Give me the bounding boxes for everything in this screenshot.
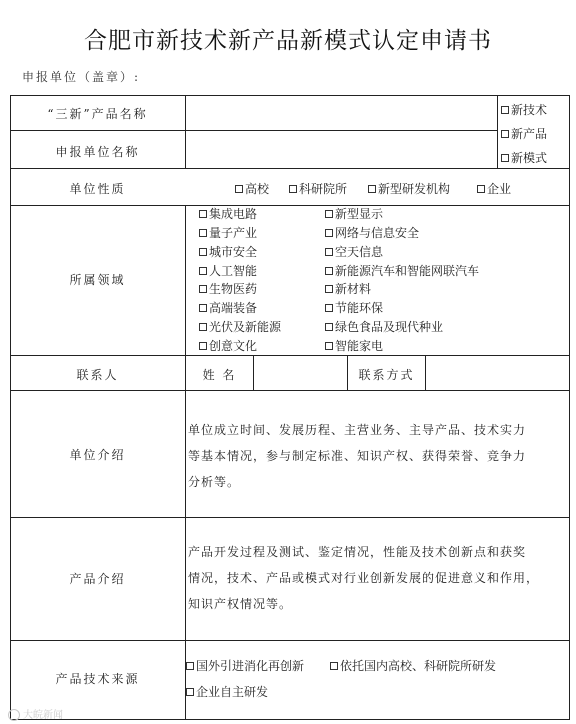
checkbox-icon[interactable] bbox=[501, 154, 509, 162]
field-option[interactable]: 新能源汽车和智能网联汽车 bbox=[325, 262, 479, 279]
field-option[interactable]: 创意文化 bbox=[199, 337, 257, 354]
field-option[interactable]: 智能家电 bbox=[325, 337, 383, 354]
contact-method-field[interactable] bbox=[427, 357, 568, 388]
checkbox-icon[interactable] bbox=[501, 130, 509, 138]
checkbox-icon[interactable] bbox=[325, 304, 333, 312]
field-option[interactable]: 新材料 bbox=[325, 280, 371, 297]
checkbox-icon[interactable] bbox=[325, 285, 333, 293]
checkbox-icon[interactable] bbox=[199, 323, 207, 331]
row-divider bbox=[10, 390, 570, 391]
contact-method-label: 联系方式 bbox=[358, 368, 415, 382]
checkbox-icon[interactable] bbox=[325, 342, 333, 350]
applicant-label: 申报单位（盖章）: bbox=[22, 70, 141, 84]
checkbox-icon[interactable] bbox=[199, 342, 207, 350]
checkbox-icon[interactable] bbox=[199, 229, 207, 237]
watermark-logo-icon bbox=[8, 709, 20, 721]
field-option[interactable]: 高端装备 bbox=[199, 299, 257, 316]
field-option[interactable]: 集成电路 bbox=[199, 205, 257, 222]
form-title: 合肥市新技术新产品新模式认定申请书 bbox=[84, 28, 492, 54]
col-divider bbox=[185, 95, 186, 168]
checkbox-icon[interactable] bbox=[186, 688, 194, 696]
col-divider bbox=[425, 355, 426, 390]
option-new-mode[interactable]: 新模式 bbox=[501, 149, 547, 166]
checkbox-icon[interactable] bbox=[325, 210, 333, 218]
field-option[interactable]: 节能环保 bbox=[325, 299, 383, 316]
field-option[interactable]: 人工智能 bbox=[199, 262, 257, 279]
product-intro-label: 产品介绍 bbox=[69, 572, 126, 586]
tech-source-label: 产品技术来源 bbox=[55, 672, 140, 686]
row-divider bbox=[10, 205, 570, 206]
unit-nature-label: 单位性质 bbox=[69, 182, 126, 196]
row-divider bbox=[10, 517, 570, 518]
field-option[interactable]: 光伏及新能源 bbox=[199, 318, 281, 335]
field-option[interactable]: 网络与信息安全 bbox=[325, 224, 419, 241]
option-university[interactable]: 高校 bbox=[235, 180, 269, 197]
field-option[interactable]: 量子产业 bbox=[199, 224, 257, 241]
product-intro-text[interactable]: 产品开发过程及测试、鉴定情况，性能及技术创新点和获奖 情况，技术、产品或模式对行业创新发展的促进意义和作用， 知识产权情况等。 bbox=[188, 545, 540, 611]
option-foreign-import[interactable]: 国外引进消化再创新 bbox=[186, 657, 304, 674]
field-option[interactable]: 城市安全 bbox=[199, 243, 257, 260]
col-divider bbox=[497, 95, 498, 168]
checkbox-icon[interactable] bbox=[199, 304, 207, 312]
checkbox-icon[interactable] bbox=[325, 229, 333, 237]
checkbox-icon[interactable] bbox=[477, 185, 485, 193]
checkbox-icon[interactable] bbox=[325, 248, 333, 256]
field-option[interactable]: 新型显示 bbox=[325, 205, 383, 222]
field-label: 所属领域 bbox=[69, 273, 126, 287]
option-domestic-rd[interactable]: 依托国内高校、科研院所研发 bbox=[330, 657, 496, 674]
checkbox-icon[interactable] bbox=[501, 106, 509, 114]
option-self-rd[interactable]: 企业自主研发 bbox=[186, 683, 268, 700]
unit-name-field[interactable] bbox=[188, 132, 493, 166]
checkbox-icon[interactable] bbox=[289, 185, 297, 193]
checkbox-icon[interactable] bbox=[368, 185, 376, 193]
option-enterprise[interactable]: 企业 bbox=[477, 180, 511, 197]
col-divider bbox=[185, 205, 186, 355]
checkbox-icon[interactable] bbox=[330, 662, 338, 670]
col-divider bbox=[253, 355, 254, 390]
option-new-tech[interactable]: 新技术 bbox=[501, 101, 547, 118]
checkbox-icon[interactable] bbox=[325, 323, 333, 331]
name-label: 姓 名 bbox=[202, 368, 237, 382]
unit-intro-label: 单位介绍 bbox=[69, 448, 126, 462]
checkbox-icon[interactable] bbox=[199, 267, 207, 275]
product-name-field[interactable] bbox=[188, 97, 493, 129]
name-field[interactable] bbox=[255, 357, 345, 388]
row-divider bbox=[10, 355, 570, 356]
contact-label: 联系人 bbox=[76, 368, 119, 382]
row-divider bbox=[10, 640, 570, 641]
option-new-product[interactable]: 新产品 bbox=[501, 125, 547, 142]
checkbox-icon[interactable] bbox=[235, 185, 243, 193]
checkbox-icon[interactable] bbox=[186, 662, 194, 670]
row-divider bbox=[10, 168, 570, 169]
checkbox-icon[interactable] bbox=[325, 267, 333, 275]
product-name-label: “三新”产品名称 bbox=[47, 107, 148, 121]
option-research-institute[interactable]: 科研院所 bbox=[289, 180, 347, 197]
field-option[interactable]: 生物医药 bbox=[199, 280, 257, 297]
watermark: 大皖新闻 bbox=[8, 706, 63, 721]
row-divider bbox=[10, 130, 497, 131]
field-option[interactable]: 空天信息 bbox=[325, 243, 383, 260]
unit-intro-text[interactable]: 单位成立时间、发展历程、主营业务、主导产品、技术实力 等基本情况，参与制定标准、知识产权、获得荣誉、竞争力 分析等。 bbox=[188, 423, 527, 489]
checkbox-icon[interactable] bbox=[199, 248, 207, 256]
unit-name-label: 申报单位名称 bbox=[55, 145, 140, 159]
checkbox-icon[interactable] bbox=[199, 210, 207, 218]
checkbox-icon[interactable] bbox=[199, 285, 207, 293]
option-new-rd-institute[interactable]: 新型研发机构 bbox=[368, 180, 450, 197]
field-option[interactable]: 绿色食品及现代种业 bbox=[325, 318, 443, 335]
